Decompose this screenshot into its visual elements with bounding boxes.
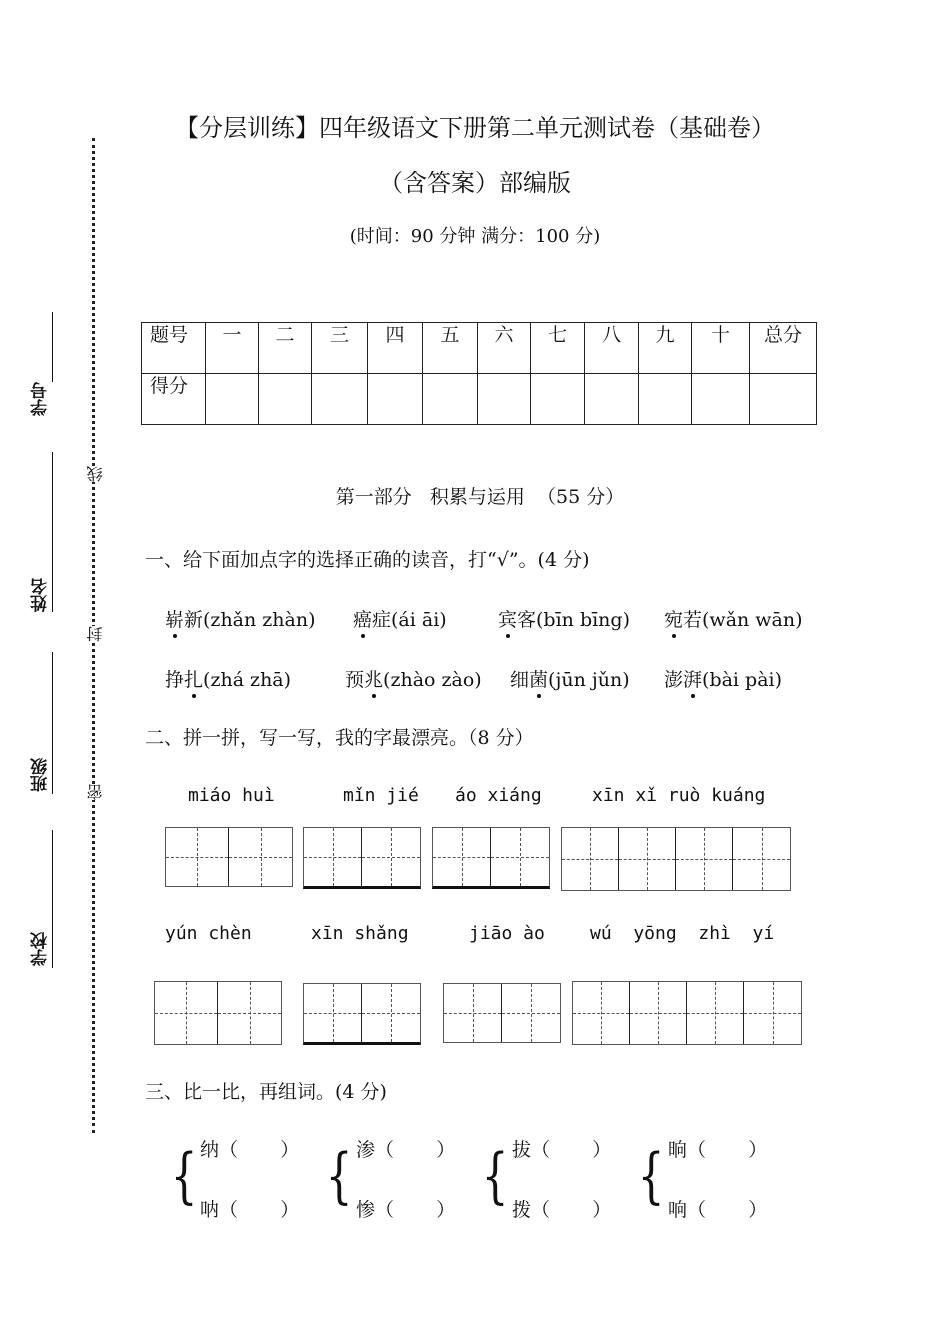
table-cell: 六 [478, 323, 531, 374]
score-input-cell[interactable] [750, 374, 817, 425]
name-line [52, 452, 53, 612]
reading-options: 症(ái āi) [372, 609, 447, 631]
reading-item[interactable] [345, 665, 482, 692]
label-school: 学校 [31, 932, 51, 966]
table-cell: 三 [312, 323, 368, 374]
word-pair-bottom[interactable]: 拨（ ） [512, 1199, 612, 1221]
pinyin-label: jiāo ào [469, 923, 545, 944]
question-3-prompt: 三、比一比，再组词。(4 分) [145, 1081, 387, 1103]
word-pair-top[interactable]: 晌（ ） [668, 1139, 768, 1161]
word-pair-bottom[interactable]: 响（ ） [668, 1199, 768, 1221]
plain-char: 预 [345, 669, 365, 691]
table-cell: 十 [692, 323, 750, 374]
writing-grid[interactable] [443, 983, 561, 1043]
table-cell: 一 [206, 323, 259, 374]
reading-options: (zhá zhā) [203, 669, 292, 691]
question-1-prompt: 一、给下面加点字的选择正确的读音，打“√”。(4 分) [145, 549, 590, 571]
score-input-cell[interactable] [639, 374, 692, 425]
table-cell: 七 [531, 323, 585, 374]
score-table-score-row [142, 374, 817, 425]
score-input-cell[interactable] [312, 374, 368, 425]
reading-options: (zhào zào) [383, 669, 482, 691]
dotted-char: 菌 [529, 665, 548, 692]
table-cell: 题号 [142, 323, 206, 374]
word-pair-top[interactable]: 拔（ ） [512, 1139, 612, 1161]
dotted-char: 兆 [364, 665, 383, 692]
part1-heading: 第一部分 积累与运用 （55 分） [335, 486, 625, 508]
score-input-cell[interactable] [531, 374, 585, 425]
table-cell: 总分 [750, 323, 817, 374]
seal-mark-seal: 封 [86, 626, 105, 642]
school-line [52, 830, 53, 968]
table-cell: 九 [639, 323, 692, 374]
writing-grid[interactable] [154, 981, 282, 1045]
score-input-cell[interactable] [585, 374, 639, 425]
class-line [52, 652, 53, 794]
table-cell: 八 [585, 323, 639, 374]
dotted-char: 扎 [184, 665, 203, 692]
reading-options: (bài pài) [702, 669, 783, 691]
label-name: 姓名 [31, 578, 51, 612]
dotted-char: 湃 [683, 665, 702, 692]
word-pair-top[interactable]: 纳（ ） [200, 1139, 300, 1161]
pinyin-label: wú yōng zhì yí [590, 923, 775, 944]
plain-char: 细 [510, 669, 530, 691]
score-table-header-row [142, 323, 817, 374]
writing-grid[interactable] [561, 827, 791, 891]
table-cell: 二 [259, 323, 312, 374]
page-title: 【分层训练】四年级语文下册第二单元测试卷（基础卷） [175, 114, 775, 142]
score-input-cell[interactable] [368, 374, 423, 425]
student-number-line [52, 312, 53, 382]
reading-options: 新(zhǎn zhàn) [184, 609, 316, 631]
brace-icon: { [481, 1141, 509, 1211]
plain-char: 挣 [165, 669, 185, 691]
label-class: 班级 [31, 758, 51, 792]
score-input-cell[interactable] [206, 374, 259, 425]
table-cell: 五 [423, 323, 478, 374]
page-subtitle: （含答案）部编版 [379, 169, 571, 197]
reading-item[interactable] [510, 665, 630, 692]
dotted-char: 宛 [664, 605, 683, 632]
reading-item[interactable] [353, 605, 447, 632]
label-student-number: 学号 [31, 382, 51, 416]
table-cell: 得分 [142, 374, 206, 425]
reading-item[interactable] [165, 605, 316, 632]
pinyin-label: xīn shǎng [311, 923, 409, 944]
word-pair-bottom[interactable]: 呐（ ） [200, 1199, 300, 1221]
reading-item[interactable] [165, 665, 291, 692]
reading-options: 若(wǎn wān) [683, 609, 803, 631]
pinyin-label: mǐn jié [343, 785, 419, 806]
word-pair-bottom[interactable]: 惨（ ） [356, 1199, 456, 1221]
writing-grid[interactable] [165, 827, 293, 887]
reading-item[interactable] [664, 665, 782, 692]
brace-icon: { [325, 1141, 353, 1211]
score-input-cell[interactable] [478, 374, 531, 425]
writing-grid[interactable] [303, 983, 421, 1045]
time-info: (时间：90 分钟 满分：100 分) [349, 226, 601, 247]
reading-item[interactable] [498, 605, 630, 632]
reading-options: (jūn jǔn) [548, 669, 630, 691]
reading-item[interactable] [664, 605, 803, 632]
writing-grid[interactable] [572, 981, 802, 1045]
brace-icon: { [637, 1141, 665, 1211]
dotted-char: 癌 [353, 605, 372, 632]
seal-mark-secret: 密 [86, 784, 105, 800]
reading-options: 客(bīn bīng) [517, 609, 630, 631]
table-cell: 四 [368, 323, 423, 374]
score-input-cell[interactable] [692, 374, 750, 425]
dotted-char: 崭 [165, 605, 184, 632]
score-input-cell[interactable] [259, 374, 312, 425]
score-table [141, 322, 817, 425]
word-pair-top[interactable]: 渗（ ） [356, 1139, 456, 1161]
pinyin-label: yún chèn [165, 923, 252, 944]
writing-grid[interactable] [432, 827, 550, 889]
pinyin-label: miáo huì [188, 785, 275, 806]
brace-icon: { [170, 1141, 198, 1211]
writing-grid[interactable] [303, 827, 421, 889]
question-2-prompt: 二、拼一拼，写一写，我的字最漂亮。（8 分） [145, 727, 534, 749]
plain-char: 澎 [664, 669, 684, 691]
dotted-char: 宾 [498, 605, 517, 632]
pinyin-label: xīn xǐ ruò kuáng [592, 785, 766, 806]
score-input-cell[interactable] [423, 374, 478, 425]
seal-mark-line: 线 [86, 466, 105, 482]
pinyin-label: áo xiáng [455, 785, 542, 806]
